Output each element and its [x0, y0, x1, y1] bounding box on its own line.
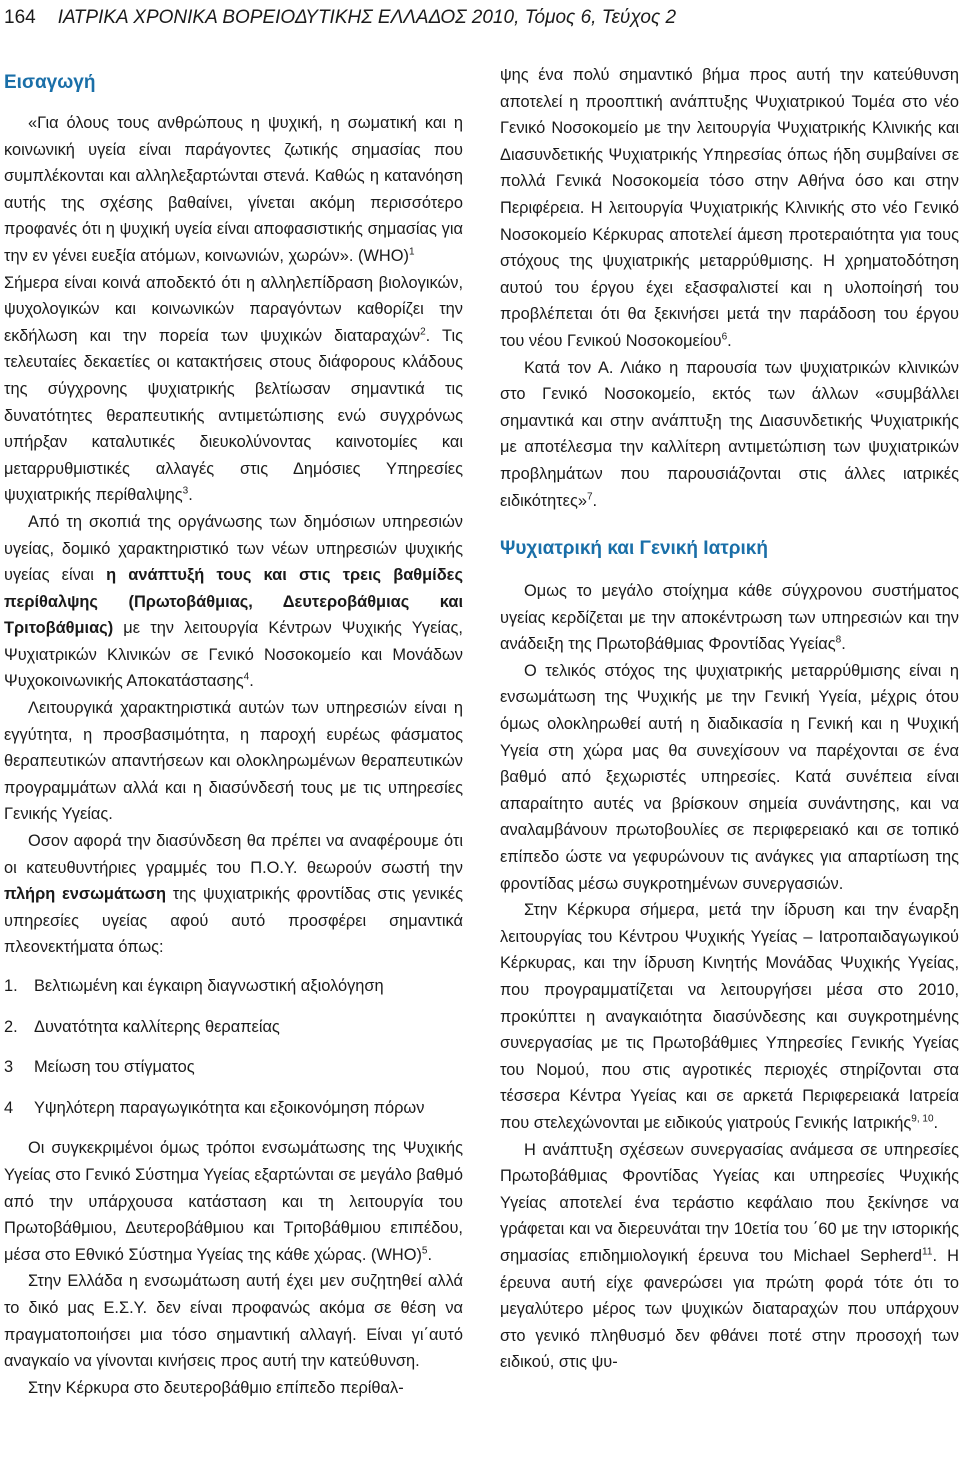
- text: Από τη σκοπιά της οργάνωσης των δημόσιων υπηρεσιών υγείας, δομικό χαρακτηριστικό των νέων υπηρεσιών ψυχικής υγείας είναι: [4, 512, 463, 585]
- paragraph: Στην Κέρκυρα σήμερα, μετά την ίδρυση και την έναρξη λειτουργίας του Κέντρου Ψυχικής Υγείας – Ιατροπαιδαγωγικού Κέρκυρας, και την ίδρυση Κινητής Μονάδας Ψυχικής Υγείας, που προγραμματίζεται να λειτουργήσει μέσα στο 2010, προκύπτει η αναγκαιότητα διασύνδεσης και συγκροτημένης συνεργασίας με τις Πρωτοβάθμιες Υπηρεσίες Γενικής Υγείας του Νομού, που στις αγροτικές περιοχές στηρίζονται στα τέσσερα Κέντρα Υγείας και σε αρκετά Περιφερειακά Ιατρεία που στελεχώνονται με ειδικούς γιατρούς Γενικής Ιατρικής$^{9, 10}$.: [500, 901, 959, 1132]
- citation: 3: [182, 485, 189, 497]
- paragraph: Κατά τον Α. Λιάκο η παρουσία των ψυχιατρικών κλινικών στο Γενικό Νοσοκομείο, εκτός των άλλων «συμβάλλει σημαντικά και στην ανάπτυξη της Διασυνδετικής Ψυχιατρικής με αποτέλεσμα την καλλίτερη αντιμετώπιση των ψυχιατρικών προβλημάτων που παρουσιάζονται στις άλλες ιατρικές ειδικότητες»$^7$.: [500, 358, 959, 510]
- paragraph: Στην Κέρκυρα στο δευτεροβάθμιο επίπεδο περίθαλ-: [28, 1378, 404, 1397]
- citation: 1: [408, 246, 415, 258]
- paragraph: [4, 828, 463, 961]
- paragraph: Ομως το μεγάλο στοίχημα κάθε σύγχρονου συστήματος υγείας κερδίζεται με την αποκέντρωση των υπηρεσιών και την ανάδειξη της Πρωτοβάθμιας Φροντίδας Υγείας$^8$.: [500, 582, 959, 654]
- journal-title: ΙΑΤΡΙΚΑ ΧΡΟΝΙΚΑ ΒΟΡΕΙΟΔΥΤΙΚΗΣ ΕΛΛΑΔΟΣ 2010, Τόμος 6, Τεύχος 2: [57, 7, 677, 28]
- citation: 11: [922, 1246, 933, 1258]
- list-item: [4, 1095, 463, 1122]
- citation: 9, 10: [911, 1113, 934, 1125]
- text: . Η έρευνα αυτή είχε φανερώσει για πρώτη φορά τότε ότι το μεγαλύτερο μέρος των ψυχικών διαταραχών που υπάρχουν στο γενικό πληθυσμό δεν φθάνει ποτέ στην προσοχή των ειδικού, στις ψυ-: [500, 1246, 959, 1372]
- text: Οσον αφορά την διασύνδεση θα πρέπει να αναφέρουμε ότι οι κατευθυντήριες γραμμές του Π.Ο.Υ. θεωρούν σωστή την: [4, 832, 463, 877]
- list-item: [4, 1054, 463, 1081]
- section-heading-introduction: Εισαγωγή: [4, 72, 96, 93]
- citation: 2: [420, 326, 426, 338]
- right-column: [500, 62, 959, 1470]
- paragraph: ψης ένα πολύ σημαντικό βήμα προς αυτή την κατεύθυνση αποτελεί η προοπτική ανάπτυξης Ψυχιατρικού Τομέα στο νέο Γενικό Νοσοκομείο με την λειτουργία Ψυχιατρικής Κλινικής και Διασυνδετικής Ψυχιατρικής Υπηρεσίας όπως ήδη συμβαίνει σε πολλά Γενικά Νοσοκομεία τόσο στην Αθήνα όσο και στην Περιφέρεια. Η λειτουργία Ψυχιατρικής Κλινικής στο νέο Γενικό Νοσοκομείο Κέρκυρας αποτελεί άμεση προτεραιότητα για τους στόχους της ψυχιατρικής μεταρρύθμισης. Η χρηματοδότηση αυτού του έργου έχει εξασφαλιστεί και η υλοποίησή του προβλέπεται ότι θα ξεκινήσει μετά την παράδοση του έργου του νέου Γενικού Νοσοκομείου$^6$.: [500, 66, 959, 350]
- list-item: [4, 973, 463, 1000]
- list-text: Μείωση του στίγματος: [34, 1058, 195, 1077]
- left-column: [4, 62, 463, 1470]
- bold-text: η ανάπτυξή τους και στις τρεις βαθμίδες περίθαλψης (Πρωτοβάθμιας, Δευτεροβάθμιας και Τριτοβάθμιας): [4, 566, 463, 638]
- paragraph: Σήμερα είναι κοινά αποδεκτό ότι η αλληλεπίδραση βιολογικών, ψυχολογικών και κοινωνικών παραγόντων καθορίζει την εκδήλωση και την πορεία των ψυχικών διαταραχών$^2$. Τις τελευταίες δεκαετίες οι κατακτήσεις στους διάφορους κλάδους της σύγχρονης ψυχιατρικής βελτίωσαν σημαντικά τις δυνατότητες θεραπευτικής αντιμετώπισης ενώ συγχρόνως υπήρξαν καταλυτικές διευκολύνοντας καινοτομίες και μεταρρυθμιστικές αλλαγές στις Δημόσιες Υπηρεσίες ψυχιατρικής περίθαλψης$^3$.: [4, 273, 463, 505]
- text: . Τις τελευταίες δεκαετίες οι κατακτήσεις στους διάφορους κλάδους της σύγχρονης ψυχιατρικής βελτίωσαν σημαντικά τις δυνατότητες θεραπευτικής αντιμετώπισης ενώ συγχρόνως υπήρξαν καταλυτικές διευκολύνοντας καινοτομίες και μεταρρυθμιστικές αλλαγές στις Δημόσιες Υπηρεσίες ψυχιατρικής περίθαλψης: [4, 326, 463, 505]
- paragraph: [500, 1137, 959, 1376]
- text: Η ανάπτυξη σχέσεων συνεργασίας ανάμεσα σε υπηρεσίες Πρωτοβάθμιας Φροντίδας Υγείας και υπηρεσίες Ψυχικής Υγείας αποτελεί ένα τεράστιο κεφάλαιο που ξεκίνησε να γράφεται και να διερευνάται την 10ετία του ΄60 με την ιστορικής σημασίας επιδημιολογική έρευνα του Michael Sepherd: [500, 1140, 959, 1265]
- citation: 4: [243, 672, 250, 683]
- text: Στην Κέρκυρα σήμερα, μετά την ίδρυση και την έναρξη λειτουργίας του Κέντρου Ψυχικής Υγείας – Ιατροπαιδαγωγικού Κέρκυρας, και την ίδρυση Κινητής Μονάδας Ψυχικής Υγείας, που προγραμματίζεται να λειτουργήσει μέσα στο 2010, προκύπτει η αναγκαιότητα διασύνδεσης και συγκροτημένης συνεργασίας με τις Πρωτοβάθμιες Υπηρεσίες Γενικής Υγείας του Νομού, που στις αγροτικές περιοχές στηρίζονται στα τέσσερα Κέντρα Υγείας και σε αρκετά Περιφερειακά Ιατρεία που στελεχώνονται με ειδικούς γιατρούς Γενικής Ιατρικής: [500, 901, 959, 1132]
- text: Κατά τον Α. Λιάκο η παρουσία των ψυχιατρικών κλινικών στο Γενικό Νοσοκομείο, εκτός των άλλων «συμβάλλει σημαντικά και στην ανάπτυξη της Διασυνδετικής Ψυχιατρικής με αποτέλεσμα την καλλίτερη αντιμετώπιση των ψυχιατρικών προβλημάτων που παρουσιάζονται στις άλλες ιατρικές ειδικότητες»: [500, 358, 959, 510]
- citation: 5: [421, 1245, 428, 1257]
- list-number: 3: [4, 1058, 14, 1077]
- page-number: 164: [4, 7, 36, 28]
- list-number: 1.: [4, 977, 18, 995]
- citation: 8: [835, 634, 842, 646]
- list-text: Υψηλότερη παραγωγικότητα και εξοικονόμηση πόρων: [34, 1098, 425, 1117]
- citation: 7: [586, 491, 593, 503]
- advantages-list: [4, 973, 463, 1121]
- paragraph: [4, 110, 463, 270]
- paragraph: Οι συγκεκριμένοι όμως τρόποι ενσωμάτωσης της Ψυχικής Υγείας στο Γενικό Σύστημα Υγείας εξαρτώνται σε μεγάλο βαθμό από την υπάρχουσα κατάσταση και τη λειτουργία του Πρωτοβάθμιου, Δευτεροβάθμιου και Τριτοβάθμιου επιπέδου, μέσα στο Εθνικό Σύστημα Υγείας της κάθε χώρας. (WHO)$^5$.: [4, 1139, 463, 1264]
- list-item: [4, 1014, 463, 1041]
- list-text: Δυνατότητα καλλίτερης θεραπείας: [34, 1017, 280, 1036]
- text: ψης ένα πολύ σημαντικό βήμα προς αυτή την κατεύθυνση αποτελεί η προοπτική ανάπτυξης Ψυχιατρικού Τομέα στο νέο Γενικό Νοσοκομείο με την λειτουργία Ψυχιατρικής Κλινικής και Διασυνδετικής Ψυχιατρικής Υπηρεσίας όπως ήδη συμβαίνει σε πολλά Γενικά Νοσοκομεία τόσο στην Αθήνα όσο και στην Περιφέρεια. Η λειτουργία Ψυχιατρικής Κλινικής στο νέο Γενικό Νοσοκομείο Κέρκυρας αποτελεί άμεση προτεραιότητα για τους στόχους της ψυχιατρικής μεταρρύθμισης. Η χρηματοδότηση αυτού του έργου έχει εξασφαλιστεί και η υλοποίησή του προβλέπεται ότι θα ξεκινήσει μετά την παράδοση του έργου του νέου Γενικού Νοσοκομείου: [500, 66, 959, 350]
- text: Σήμερα είναι κοινά αποδεκτό ότι η αλληλεπίδραση βιολογικών, ψυχολογικών και κοινωνικών παραγόντων καθορίζει την εκδήλωση και την πορεία των ψυχικών διαταραχών: [4, 273, 463, 345]
- text: «Για όλους τους ανθρώπους η ψυχική, η σωματική και η κοινωνική υγεία είναι παράγοντες ζωτικής σημασίας που συμπλέκονται και αλληλεξαρτώνται στενά. Καθώς η κατανόηση αυτής της σχέσης βαθαίνει, γίνεται ακόμη περισσότερο προφανές ότι η ψυχική υγεία είναι αποφασιστικής σημασίας για την εν γένει ευεξία ατόμων, κοινωνιών, χωρών». (WHO): [4, 114, 463, 265]
- list-number: 2.: [4, 1017, 18, 1036]
- text: Ομως το μεγάλο στοίχημα κάθε σύγχρονου συστήματος υγείας κερδίζεται με την αποκέντρωση των υπηρεσιών και την ανάδειξη της Πρωτοβάθμιας Φροντίδας Υγείας: [500, 582, 959, 654]
- bold-text: πλήρη ενσωμάτωση: [4, 885, 166, 904]
- list-text: Βελτιωμένη και έγκαιρη διαγνωστική αξιολόγηση: [34, 977, 384, 995]
- list-number: 4: [4, 1098, 14, 1117]
- text: Οι συγκεκριμένοι όμως τρόποι ενσωμάτωσης της Ψυχικής Υγείας στο Γενικό Σύστημα Υγείας εξαρτώνται σε μεγάλο βαθμό από την υπάρχουσα κατάσταση και τη λειτουργία του Πρωτοβάθμιου, Δευτεροβάθμιου και Τριτοβάθμιου επιπέδου, μέσα στο Εθνικό Σύστημα Υγείας της κάθε χώρας. (WHO): [4, 1139, 463, 1264]
- page-header: [0, 0, 960, 36]
- paragraph: Από τη σκοπιά της οργάνωσης των δημόσιων υπηρεσιών υγείας, δομικό χαρακτηριστικό των νέων υπηρεσιών ψυχικής υγείας είναι η ανάπτυξή τους και στις τρεις βαθμίδες περίθαλψης (Πρωτοβάθμιας, Δευτεροβάθμιας και Τριτοβάθμιας) με την λειτουργία Κέντρων Ψυχικής Υγείας, Ψυχιατρικών Κλινικών σε Γενικό Νοσοκομείο και Μονάδων Ψυχοκοινωνικής Αποκατάστασης$^4$.: [4, 512, 463, 691]
- citation: 6: [721, 331, 728, 343]
- paragraph: Λειτουργικά χαρακτηριστικά αυτών των υπηρεσιών είναι η εγγύτητα, η προσβασιμότητα, η παροχή ευρέως φάσματος θεραπευτικών απαντήσεων και ολοκληρωμένων θεραπευτικών προγραμμάτων αλλά και η διασύνδεσή τους με τις υπηρεσίες Γενικής Υγείας.: [4, 699, 463, 824]
- section-heading-psychiatry-general-medicine: Ψυχιατρική και Γενική Ιατρική: [500, 538, 768, 560]
- paragraph: Στην Ελλάδα η ενσωμάτωση αυτή έχει μεν συζητηθεί αλλά το δικό μας Ε.Σ.Υ. δεν είναι προφανώς ακόμα σε θέση να πραγματοποιήσει μια τόσο σημαντική αλλαγή. Είναι γι΄αυτό αναγκαίο να γίνονται κινήσεις προς αυτή την κατεύθυνση.: [4, 1272, 463, 1371]
- paragraph: Ο τελικός στόχος της ψυχιατρικής μεταρρύθμισης είναι η ενσωμάτωση της Ψυχικής με την Γενική Υγεία, μέχρις ότου όμως ολοκληρωθεί αυτή η διαδικασία η Γενική και η Ψυχική Υγεία στη χώρα μας θα συνεχίσουν να παρέχονται σε ένα βαθμό από ξεχωριστές υπηρεσίες. Κατά συνέπεια είναι απαραίτητο αυτές να βρίσκουν σημεία συνάντησης, και να αναλαμβάνουν πρωτοβουλίες σε περιφερειακό και σε τοπικό επίπεδο ώστε να γεφυρώνουν τις ανάγκες για απαρτίωση της φροντίδας μέσω συγκροτημένων συνεργασιών.: [500, 661, 959, 893]
- text: της ψυχιατρικής φροντίδας στις γενικές υπηρεσίες υγείας αφού αυτό προσφέρει σημαντικά πλεονεκτήματα όπως:: [4, 885, 463, 957]
- text: με την λειτουργία Κέντρων Ψυχικής Υγείας, Ψυχιατρικών Κλινικών σε Γενικό Νοσοκομείο και Μονάδων Ψυχοκοινωνικής Αποκατάστασης: [4, 619, 463, 691]
